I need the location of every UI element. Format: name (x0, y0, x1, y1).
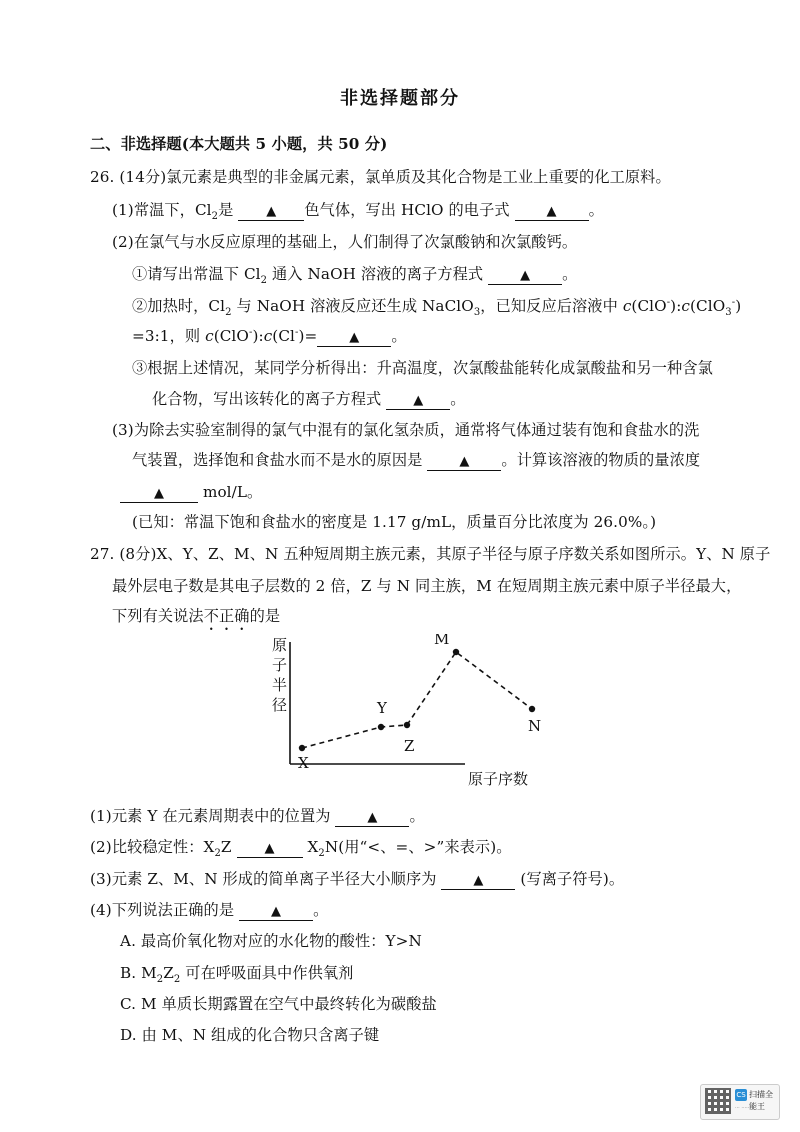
y-axis-label: 原 子 半 径 (272, 636, 288, 714)
q26-part2: (2)在氯气与水反应原理的基础上，人们制得了次氯酸钠和次氯酸钙。 (112, 233, 578, 251)
point-label-x: X (298, 754, 309, 772)
q26-intro-line (90, 167, 671, 187)
q27-part3 (90, 869, 624, 890)
text: Z (163, 964, 174, 982)
superscript: - (295, 326, 299, 338)
q26-p1-text: (1)常温下，Cl (112, 201, 212, 219)
text: 。 (391, 327, 407, 345)
text: (ClO (213, 327, 249, 345)
text: 。 (313, 901, 329, 919)
text: (写离子符号)。 (520, 870, 625, 888)
point-label-m: M (434, 634, 450, 648)
q26-p1-text: 是 (218, 201, 234, 219)
text: (4)下列说法正确的是 (90, 901, 235, 919)
q26-p2-1-text: 通入 NaOH 溶液的离子方程式 (267, 265, 484, 283)
point-label-y: Y (377, 699, 387, 717)
text: ②加热时，Cl (132, 297, 226, 315)
q26-part2-1 (132, 264, 577, 285)
q26-part1 (112, 200, 604, 221)
superscript: - (666, 296, 671, 308)
point-label-z: Z (404, 737, 415, 755)
atomic-radius-graph (260, 634, 580, 794)
subscript: 2 (211, 211, 219, 223)
text: 气装置，选择饱和食盐水而不是水的原因是 (132, 451, 423, 469)
superscript: - (248, 326, 253, 338)
subscript: 2 (260, 275, 268, 287)
superscript: - (731, 296, 736, 308)
text: (3)元素 Z、M、N 形成的简单离子半径大小顺序为 (90, 870, 437, 888)
text: N(用“<、=、>”来表示)。 (324, 838, 512, 856)
option-b[interactable] (120, 963, 354, 986)
text: Z (220, 838, 232, 856)
q26-p2-1-text: 。 (562, 265, 578, 283)
text: ): (670, 297, 682, 315)
q26-p1-text: 。 (588, 201, 604, 219)
text: 。计算该溶液的物质的量浓度 (501, 451, 701, 469)
subscript: 2 (214, 848, 221, 860)
q27-line1 (90, 544, 770, 564)
unit-text: mol/L。 (202, 483, 263, 501)
q26-part3-line1: (3)为除去实验室制得的氯气中混有的氯化氢杂质，通常将气体通过装有饱和食盐水的洗 (112, 421, 700, 439)
watermark-tagline: ··· ····· (735, 1105, 750, 1111)
answer-blank[interactable]: ▲ (386, 393, 450, 410)
answer-blank[interactable]: ▲ (427, 454, 501, 471)
text: 的是 (249, 607, 281, 625)
q27-part1 (90, 806, 425, 827)
text: =3:1，则 (132, 327, 206, 345)
q26-number: 26. (90, 168, 115, 186)
text: 可在呼吸面具中作供氧剂 (180, 964, 354, 982)
answer-blank[interactable]: ▲ (238, 204, 304, 221)
subscript: 3 (725, 307, 732, 319)
text: 化合物，写出该转化的离子方程式 (152, 390, 382, 408)
point-m (453, 649, 459, 655)
q26-note: (已知：常温下饱和食盐水的密度是 1.17 g/mL，质量百分比浓度为 26.0%。) (132, 513, 657, 531)
series-line (302, 652, 532, 748)
point-n (529, 706, 535, 712)
text: B. M (120, 964, 157, 982)
text: X (307, 838, 319, 856)
text: (ClO (690, 297, 726, 315)
q27-text: (8分)X、Y、Z、M、N 五种短周期主族元素，其原子半径与原子序数关系如图所示。Y、N 原子 (119, 545, 771, 563)
answer-blank[interactable]: ▲ (515, 204, 589, 221)
q26-part2-2-line2 (132, 326, 407, 347)
page-title: 非选择题部分 (340, 88, 460, 109)
subscript: 3 (473, 307, 481, 319)
q27-part4 (90, 900, 328, 921)
answer-blank[interactable]: ▲ (317, 330, 391, 347)
answer-blank[interactable]: ▲ (441, 873, 515, 890)
section-heading: 二、非选择题(本大题共 5 小题，共 50 分) (90, 135, 388, 153)
q26-p1-text: 色气体，写出 HClO 的电子式 (304, 201, 510, 219)
q26-part2-2-line1 (132, 296, 742, 319)
q26-part3-line3 (120, 482, 262, 503)
subscript: 2 (225, 307, 232, 319)
text: ，已知反应后溶液中 (480, 297, 623, 315)
concentration-symbol: c (681, 297, 691, 315)
point-x (299, 745, 305, 751)
concentration-symbol: c (205, 327, 214, 345)
text: (1)元素 Y 在元素周期表中的位置为 (90, 807, 331, 825)
option-c[interactable]: C. M 单质长期露置在空气中最终转化为碳酸盐 (120, 995, 437, 1013)
concentration-symbol: c (622, 297, 632, 315)
text: ) (735, 297, 742, 315)
answer-blank[interactable]: ▲ (488, 268, 562, 285)
q27-number: 27. (90, 545, 115, 563)
point-y (378, 724, 384, 730)
q26-part2-3-line1: ③根据上述情况，某同学分析得出：升高温度，次氯酸盐能转化成氯酸盐和另一种含氯 (132, 359, 713, 377)
text: ): (252, 327, 264, 345)
qr-code-icon (705, 1088, 731, 1114)
scanner-watermark (700, 1084, 780, 1120)
text: 。 (409, 807, 425, 825)
subscript: 2 (156, 974, 164, 986)
answer-blank[interactable]: ▲ (239, 904, 313, 921)
q27-line3 (112, 606, 280, 634)
emphasized-text: 不正确 (203, 607, 250, 625)
answer-blank[interactable]: ▲ (237, 841, 303, 858)
q27-line2: 最外层电子数是其电子层数的 2 倍，Z 与 N 同主族，M 在短周期主族元素中原子半径最大， (112, 577, 742, 595)
subscript: 2 (318, 848, 325, 860)
text: )= (298, 327, 318, 345)
text: 。 (450, 390, 466, 408)
text: 与 NaOH 溶液反应还生成 NaClO (231, 297, 474, 315)
text: (2)比较稳定性：X (90, 838, 215, 856)
answer-blank[interactable]: ▲ (335, 810, 409, 827)
q26-intro: (14分)氯元素是典型的非金属元素，氯单质及其化合物是工业上重要的化工原料。 (119, 168, 671, 186)
option-d[interactable]: D. 由 M、N 组成的化合物只含离子键 (120, 1026, 380, 1044)
q26-part2-3-line2 (152, 389, 466, 410)
answer-blank[interactable]: ▲ (120, 486, 198, 503)
q27-part2 (90, 837, 512, 858)
x-axis-label: 原子序数 (468, 770, 529, 788)
text: 下列有关说法 (112, 607, 204, 625)
concentration-symbol: c (263, 327, 273, 345)
q26-part3-line2 (132, 450, 700, 471)
text: (ClO (631, 297, 667, 315)
text: (Cl (272, 327, 295, 345)
point-label-n: N (528, 717, 542, 735)
option-a[interactable]: A. 最高价氧化物对应的水化物的酸性：Y>N (120, 932, 422, 950)
subscript: 2 (173, 974, 181, 986)
watermark-brand: 扫描全能王 (749, 1090, 773, 1111)
cs-logo-icon: CS (736, 1091, 746, 1099)
point-z (404, 722, 410, 728)
q26-p2-1-text: ①请写出常温下 Cl (132, 265, 261, 283)
